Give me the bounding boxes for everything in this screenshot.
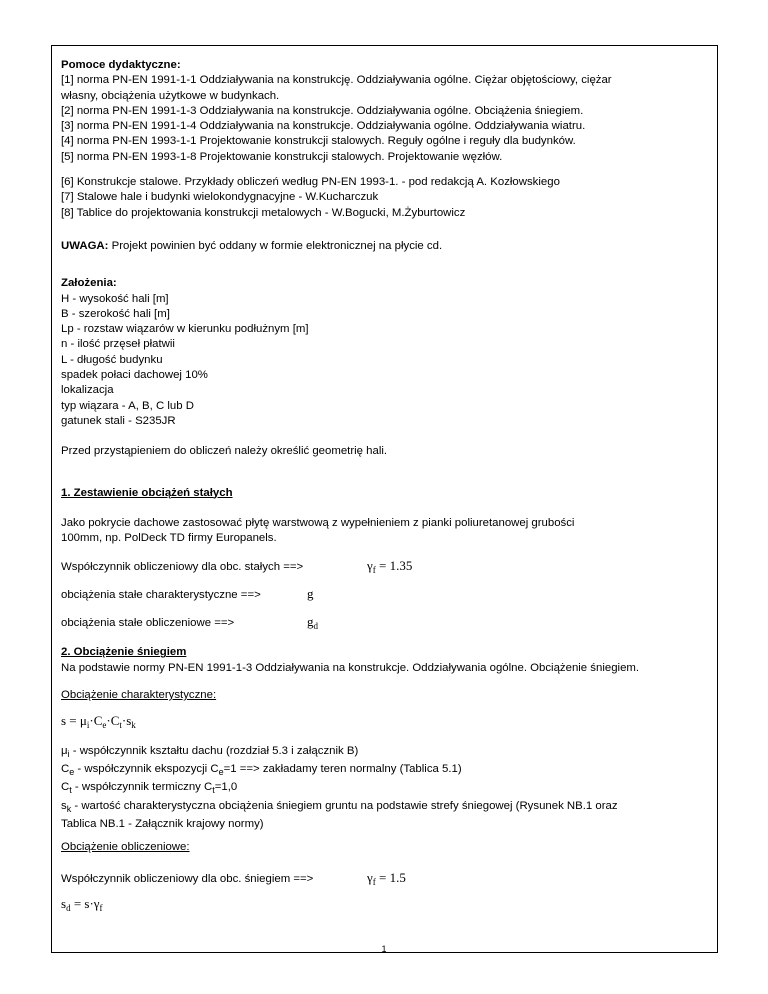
aids-item: [5] norma PN-EN 1993-1-8 Projektowanie konstrukcji stalowych. Projektowanie węzłów. (61, 150, 503, 163)
dead-load-factor-row (61, 558, 711, 574)
aids-item: [2] norma PN-EN 1991-1-3 Oddziaływania na konstrukcje. Oddziaływania ogólne. Obciążenia śniegiem. (61, 104, 584, 117)
gamma-symbol: $\gamma_f = 1.35$ (367, 558, 413, 576)
def-sk-cont: Tablica NB.1 - Załącznik krajowy normy) (61, 817, 264, 830)
assumption-item: H - wysokość hali [m] (61, 292, 169, 305)
section1-heading: 1. Zestawienie obciążeń stałych (61, 486, 233, 499)
books-item: [6] Konstrukcje stalowe. Przykłady obliczeń według PN-EN 1993-1. - pod redakcją A. Kozłowskiego (61, 176, 560, 189)
aids-item: [3] norma PN-EN 1991-1-4 Oddziaływania na konstrukcje. Oddziaływania ogólne. Oddziaływania wiatru. (61, 120, 586, 133)
aids-item: własny, obciążenia użytkowe w budynkach. (61, 89, 280, 102)
document-body (61, 58, 711, 917)
aids-item: [1] norma PN-EN 1991-1-1 Oddziaływania na konstrukcję. Oddziaływania ogólne. Ciężar objętościowy, ciężar (61, 74, 612, 87)
note (61, 239, 711, 254)
snow-char-heading: Obciążenie charakterystyczne: (61, 689, 217, 702)
aids-item: [4] norma PN-EN 1993-1-1 Projektowanie konstrukcji stalowych. Reguły ogólne i reguły dla budynków. (61, 135, 576, 148)
char-dead-load-symbol: g (307, 586, 314, 602)
char-dead-load-row (61, 586, 711, 602)
section1-text: 100mm, np. PolDeck TD firmy Europanels. (61, 532, 277, 545)
aids-heading: Pomoce dydaktyczne: (61, 59, 181, 71)
design-dead-load-label: obciążenia stałe obliczeniowe ==> (61, 617, 235, 630)
design-dead-load-symbol: $g_d$ (307, 614, 318, 632)
snow-formula: $s = \mu_i\cdot C_e\cdot C_t\cdot s_k$ (61, 713, 136, 731)
def-sk: $s_k$ - wartość charakterystyczna obciążenia śniegiem gruntu na podstawie strefy śniegowej (Rysunek NB.1 oraz (61, 799, 618, 814)
assumption-item: n - ilość przęseł płatwii (61, 338, 175, 351)
section2-heading: 2. Obciążenie śniegiem (61, 646, 187, 659)
assumption-item: spadek połaci dachowej 10% (61, 369, 208, 382)
def-ce: $C_e$ - współczynnik ekspozycji $C_e=1$ ==> zakładamy teren normalny (Tablica 5.1) (61, 762, 462, 777)
page-number: 1 (381, 944, 387, 954)
dead-load-factor-label: Współczynnik obliczeniowy dla obc. stałych ==> (61, 561, 304, 574)
def-ct: $C_t$ - współczynnik termiczny $C_t=1,0$ (61, 781, 238, 796)
snow-factor-row (61, 870, 711, 886)
assumption-item: Lp - rozstaw wiązarów w kierunku podłużnym [m] (61, 323, 309, 336)
snow-factor-label: Współczynnik obliczeniowy dla obc. śniegiem ==> (61, 873, 314, 886)
section2-basis: Na podstawie normy PN-EN 1991-1-3 Oddziaływania na konstrukcje. Oddziaływania ogólne. Obciążenie śniegiem. (61, 661, 640, 674)
design-dead-load-row (61, 614, 711, 630)
books-item: [7] Stalowe hale i budynki wielokondygnacyjne - W.Kucharczuk (61, 191, 379, 204)
snow-design-formula: $s_d = s\cdot\gamma_f$ (61, 896, 103, 914)
assumptions-heading: Założenia: (61, 277, 117, 290)
books-item: [8] Tablice do projektowania konstrukcji metalowych - W.Bogucki, M.Żyburtowicz (61, 206, 466, 219)
assumption-item: gatunek stali - S235JR (61, 414, 176, 427)
geometry-note: Przed przystąpieniem do obliczeń należy określić geometrię hali. (61, 445, 388, 458)
assumption-item: L - długość budynku (61, 353, 163, 366)
snow-gamma-symbol: $\gamma_f = 1.5$ (367, 870, 406, 888)
note-text: Projekt powinien być oddany w formie elektronicznej na płycie cd. (108, 239, 443, 252)
assumption-item: typ wiązara - A, B, C lub D (61, 399, 194, 412)
section1-text: Jako pokrycie dachowe zastosować płytę warstwową z wypełnieniem z pianki poliuretanowej grubości (61, 516, 575, 529)
char-dead-load-label: obciążenia stałe charakterystyczne ==> (61, 589, 261, 602)
def-mu: $\mu_i$ - współczynnik kształtu dachu (rozdział 5.3 i załącznik B) (61, 744, 359, 759)
snow-design-heading: Obciążenie obliczeniowe: (61, 841, 190, 854)
assumption-item: lokalizacja (61, 384, 114, 397)
assumption-item: B - szerokość hali [m] (61, 307, 170, 320)
note-label: UWAGA: (61, 239, 109, 252)
